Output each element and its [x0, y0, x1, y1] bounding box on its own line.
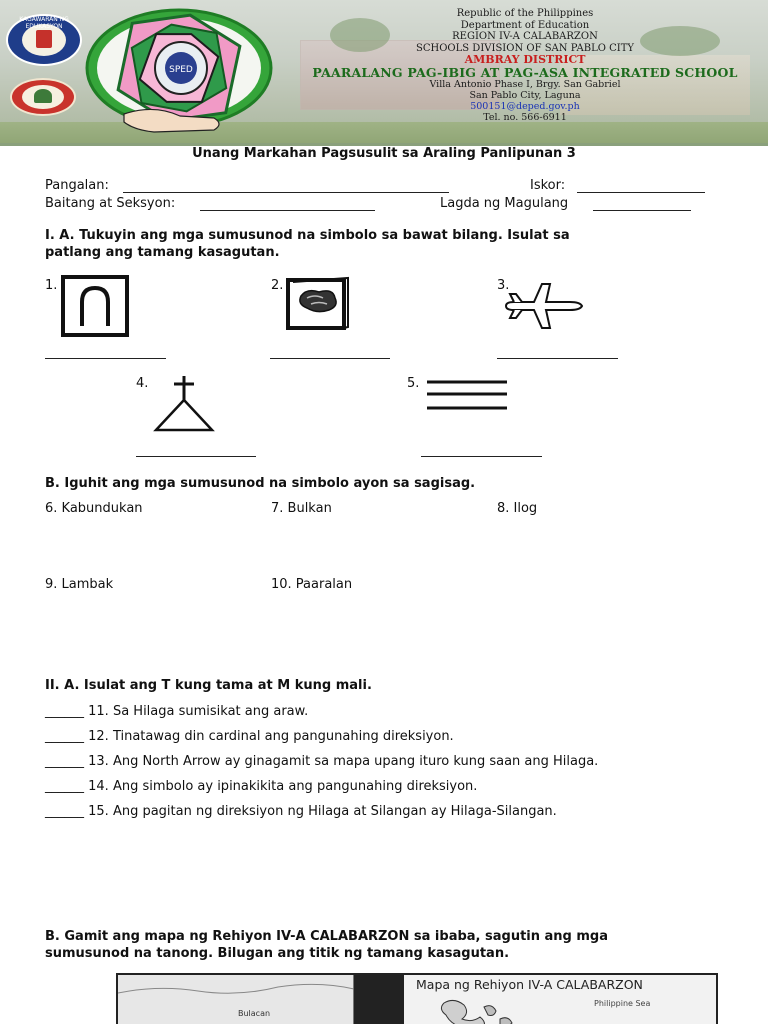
part2b-instruction-line2: sumusunod na tanong. Bilugan ang titik ng tamang kasagutan.: [45, 946, 510, 961]
map-sea-label: Philippine Sea: [594, 999, 651, 1008]
road-icon: [425, 378, 509, 412]
part2b-instruction: B. Gamit ang mapa ng Rehiyon IV-A CALABARZON sa ibaba, sagutin ang mga: [45, 929, 609, 944]
true-false-item-15: ______ 15. Ang pagitan ng direksiyon ng Hilaga at Silangan ay Hilaga-Silangan.: [45, 804, 557, 819]
score-label: Iskor:: [530, 178, 566, 193]
parent-signature-field[interactable]: [593, 210, 691, 211]
map-region-dark: [354, 975, 404, 1024]
true-false-item-11: ______ 11. Sa Hilaga sumisikat ang araw.: [45, 704, 309, 719]
airplane-icon: [500, 280, 586, 332]
district-line: AMBRAY DISTRICT: [464, 53, 586, 66]
item-number: 4.: [136, 376, 149, 391]
score-field[interactable]: [577, 192, 705, 193]
parent-signature-label: Lagda ng Magulang: [440, 196, 569, 211]
map-place-label: Bulacan: [238, 1009, 271, 1018]
answer-blank-2[interactable]: [270, 358, 390, 359]
calabarzon-map: [116, 973, 718, 1024]
item-number: 1.: [45, 278, 58, 293]
region-line: REGION IV-A CALABARZON: [452, 31, 598, 42]
part1a-instruction: I. A. Tukuyin ang mga sumusunod na simbolo sa bawat bilang. Isulat sa: [45, 228, 570, 243]
item-number: 3.: [497, 278, 510, 293]
draw-item-9: 9. Lambak: [45, 577, 114, 592]
deped-seal: [6, 14, 82, 66]
map-title: Mapa ng Rehiyon IV-A CALABARZON: [416, 977, 643, 992]
true-false-item-14: ______ 14. Ang simbolo ay ipinakikita ang pangunahing direksiyon.: [45, 779, 478, 794]
lake-icon: [285, 276, 351, 332]
division-seal: [10, 78, 76, 116]
true-false-item-12: ______ 12. Tinatawag din cardinal ang pangunahing direksiyon.: [45, 729, 454, 744]
item-number: 5.: [407, 376, 420, 391]
grade-section-label: Baitang at Seksyon:: [45, 196, 176, 211]
part1b-instruction: B. Iguhit ang mga sumusunod na simbolo ayon sa sagisag.: [45, 476, 476, 491]
school-email: 500151@deped.gov.ph: [470, 100, 580, 112]
republic-line: Republic of the Philippines: [456, 8, 594, 19]
tunnel-icon: [60, 274, 130, 338]
answer-blank-1[interactable]: [45, 358, 166, 359]
header-banner: [0, 0, 768, 146]
school-name: PAARALANG PAG-IBIG AT PAG-ASA INTEGRATED SCHOOL: [312, 64, 738, 80]
division-line: SCHOOLS DIVISION OF SAN PABLO CITY: [416, 42, 634, 54]
grade-section-field[interactable]: [200, 210, 375, 211]
church-icon: [152, 374, 218, 434]
true-false-item-13: ______ 13. Ang North Arrow ay ginagamit sa mapa upang ituro kung saan ang Hilaga.: [45, 754, 599, 769]
draw-item-7: 7. Bulkan: [271, 501, 332, 516]
school-logo: [84, 6, 274, 138]
exam-title: Unang Markahan Pagsusulit sa Araling Panlipunan 3: [192, 146, 576, 161]
part2a-instruction: II. A. Isulat ang T kung tama at M kung mali.: [45, 678, 372, 693]
name-field[interactable]: [123, 192, 449, 193]
address-line-2: San Pablo City, Laguna: [469, 89, 581, 101]
answer-blank-4[interactable]: [136, 456, 256, 457]
address-line-1: Villa Antonio Phase I, Brgy. San Gabriel: [429, 78, 621, 90]
map-inset-philippines: [424, 993, 534, 1024]
answer-blank-3[interactable]: [497, 358, 618, 359]
deped-seal-text: KAGAWARAN NG EDUKASYON: [19, 16, 69, 30]
name-label: Pangalan:: [45, 178, 109, 193]
answer-blank-5[interactable]: [421, 456, 542, 457]
header-text: [300, 8, 750, 123]
department-line: Department of Education: [460, 19, 590, 31]
school-telephone: Tel. no. 566-6911: [483, 111, 567, 123]
item-number: 2.: [271, 278, 284, 293]
draw-item-10: 10. Paaralan: [271, 577, 353, 592]
division-seal-emblem: [22, 85, 64, 109]
logo-center-text: SPED: [169, 65, 193, 75]
part1a-instruction-line2: patlang ang tamang kasagutan.: [45, 245, 280, 260]
draw-item-6: 6. Kabundukan: [45, 501, 143, 516]
draw-item-8: 8. Ilog: [497, 501, 538, 516]
